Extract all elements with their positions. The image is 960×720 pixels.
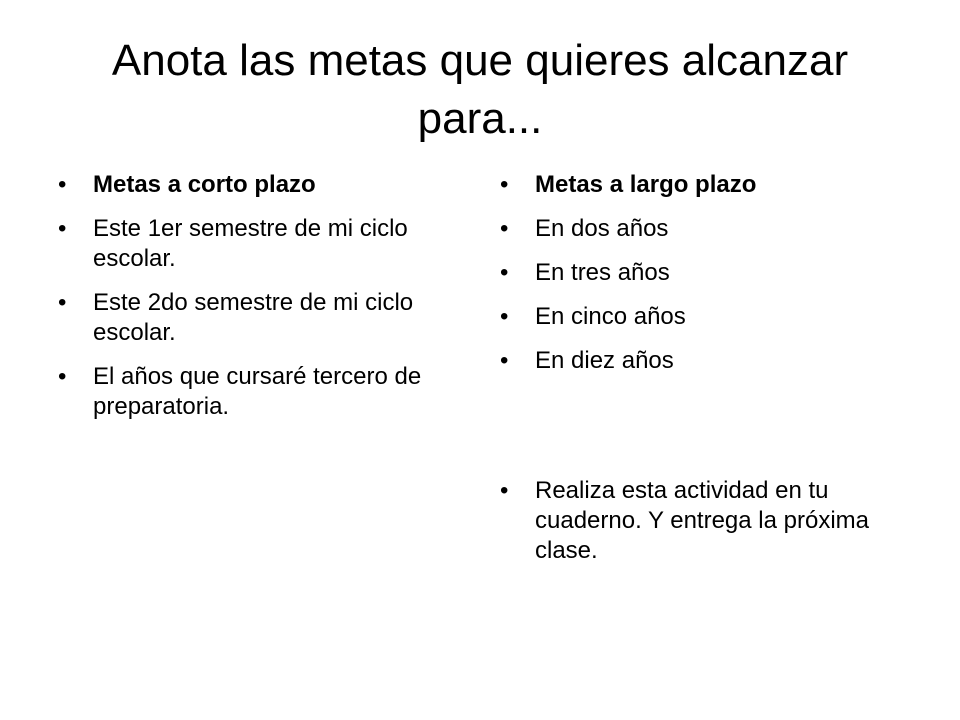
list-item <box>500 214 920 244</box>
list-item <box>58 362 458 422</box>
list-item <box>58 214 458 274</box>
list-item <box>500 258 920 288</box>
list-item-text: En tres años <box>535 259 670 286</box>
slide-title: Anota las metas que quieres alcanzar para... <box>111 36 849 143</box>
bullet-icon: • <box>500 303 509 330</box>
instruction-text: Realiza esta actividad en tu cuaderno. Y entrega la próxima clase. <box>535 477 869 564</box>
list-item-text: Este 2do semestre de mi ciclo escolar. <box>93 289 414 346</box>
list-heading-short-term <box>58 170 458 200</box>
bullet-icon: • <box>500 477 509 504</box>
list-item-text: En dos años <box>535 215 669 242</box>
bullet-icon: • <box>500 171 509 198</box>
list-heading-long-term <box>500 170 920 200</box>
list-item-text: El años que cursaré tercero de preparatoria. <box>93 363 422 420</box>
list-item-text: Este 1er semestre de mi ciclo escolar. <box>93 215 408 272</box>
long-term-goals-list <box>500 170 920 580</box>
list-item-text: En diez años <box>535 347 674 374</box>
bullet-icon: • <box>58 215 67 242</box>
bullet-icon: • <box>500 215 509 242</box>
bullet-icon: • <box>58 363 67 390</box>
list-item <box>58 288 458 348</box>
list-item <box>500 302 920 332</box>
bullet-icon: • <box>58 289 67 316</box>
bullet-icon: • <box>500 347 509 374</box>
list-item-text: En cinco años <box>535 303 686 330</box>
instruction-note <box>500 476 920 566</box>
bullet-icon: • <box>500 259 509 286</box>
heading-text: Metas a corto plazo <box>93 171 316 198</box>
heading-text: Metas a largo plazo <box>535 171 757 198</box>
bullet-icon: • <box>58 171 67 198</box>
list-item <box>500 346 920 376</box>
short-term-goals-list <box>58 170 458 436</box>
